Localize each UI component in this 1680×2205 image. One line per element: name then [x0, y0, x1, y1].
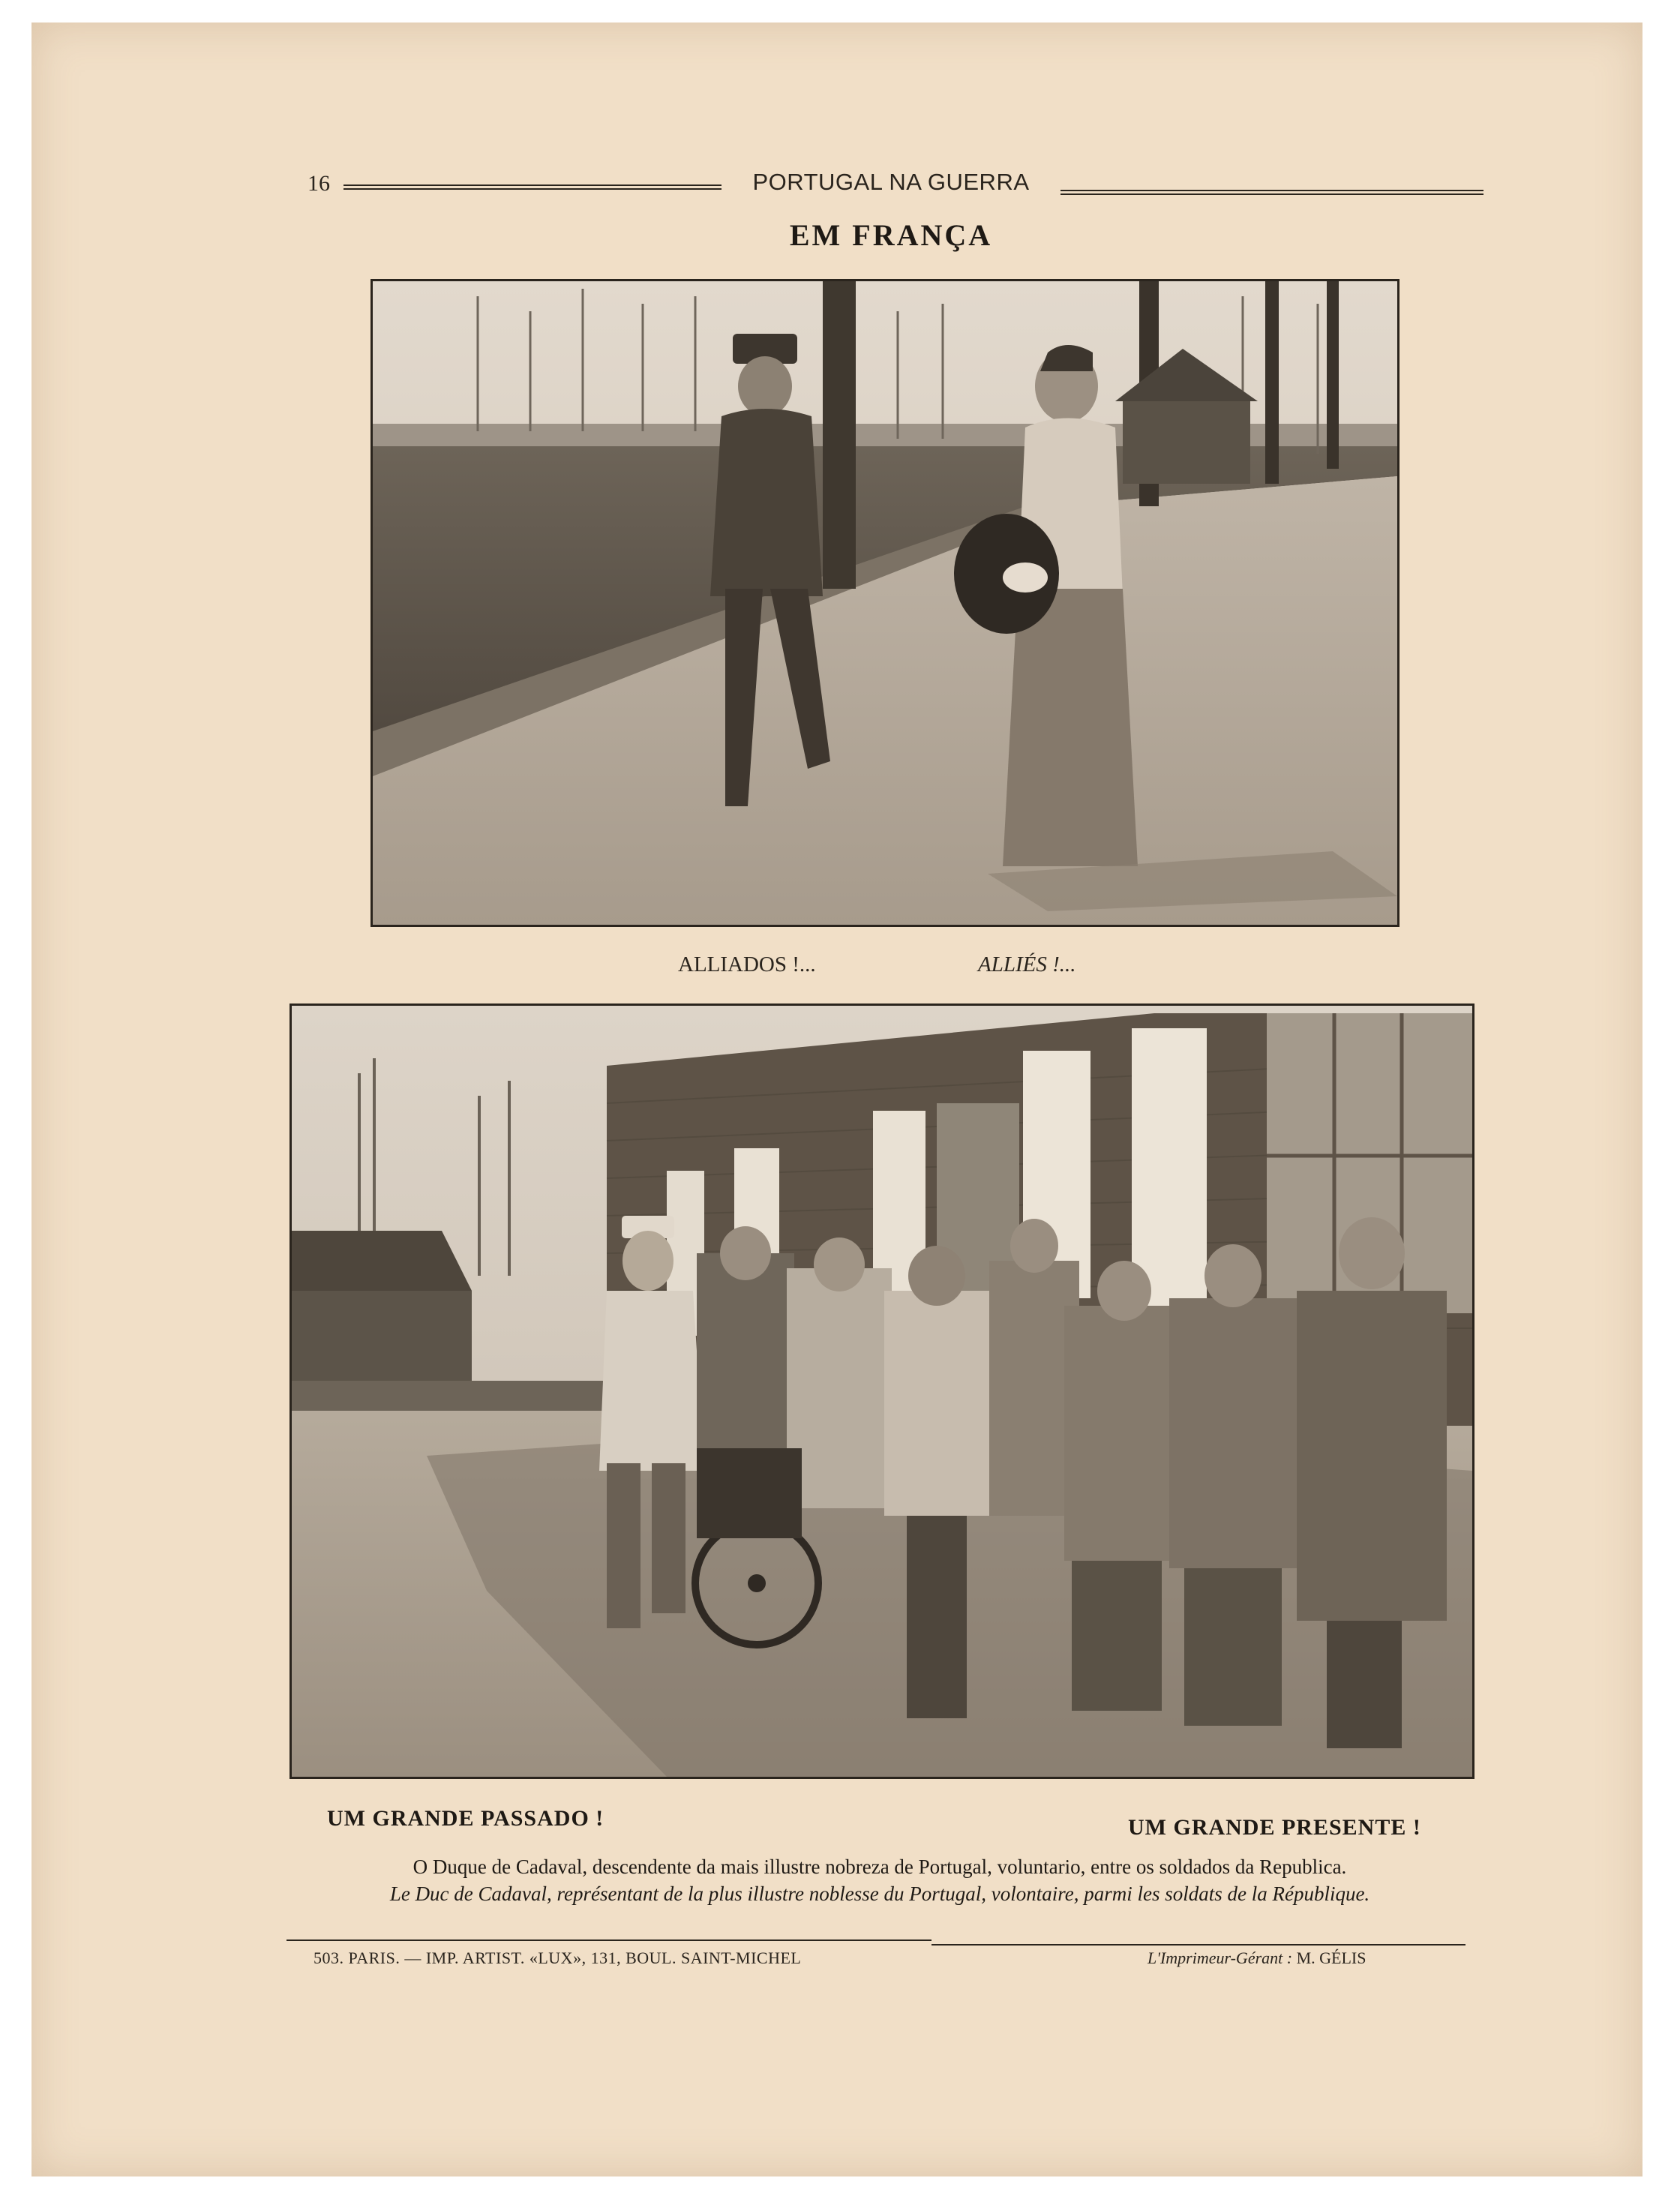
gerant-label: L'Imprimeur-Gérant : [1148, 1948, 1293, 1967]
description-portuguese: O Duque de Cadaval, descendente da mais illustre nobreza de Portugal, voluntario, entre os soldados da Republica. [412, 1856, 1347, 1878]
printer-imprint: 503. PARIS. — IMP. ARTIST. «LUX», 131, BOUL. SAINT-MICHEL [314, 1948, 802, 1967]
footer-rule-right [932, 1944, 1466, 1946]
photo-duke-soldiers-image [292, 1006, 1472, 1777]
publication-title: PORTUGAL NA GUERRA [752, 169, 1030, 195]
photo-duke-soldiers [290, 1004, 1474, 1779]
description-french: Le Duc de Cadaval, représentant de la plus illustre noblesse du Portugal, volontaire, parmi les soldats de la République. [389, 1882, 1370, 1905]
caption-grande-presente: UM GRANDE PRESENTE ! [1128, 1815, 1421, 1840]
caption-allies: ALLIÉS !... [978, 952, 1076, 976]
section-title: EM FRANÇA [789, 218, 993, 252]
page-number: 16 [308, 171, 330, 196]
imprimeur-gerant [1148, 1948, 1366, 1968]
caption-grande-passado: UM GRANDE PASSADO ! [327, 1806, 604, 1831]
caption-alliados: ALLIADOS !... [678, 952, 816, 976]
photo-allies-image [373, 281, 1397, 925]
photo-allies [370, 279, 1400, 927]
header-rule-left [344, 184, 722, 190]
footer-rule-left [286, 1940, 932, 1941]
gerant-name: M. GÉLIS [1296, 1948, 1366, 1967]
header-rule-right [1060, 190, 1484, 195]
